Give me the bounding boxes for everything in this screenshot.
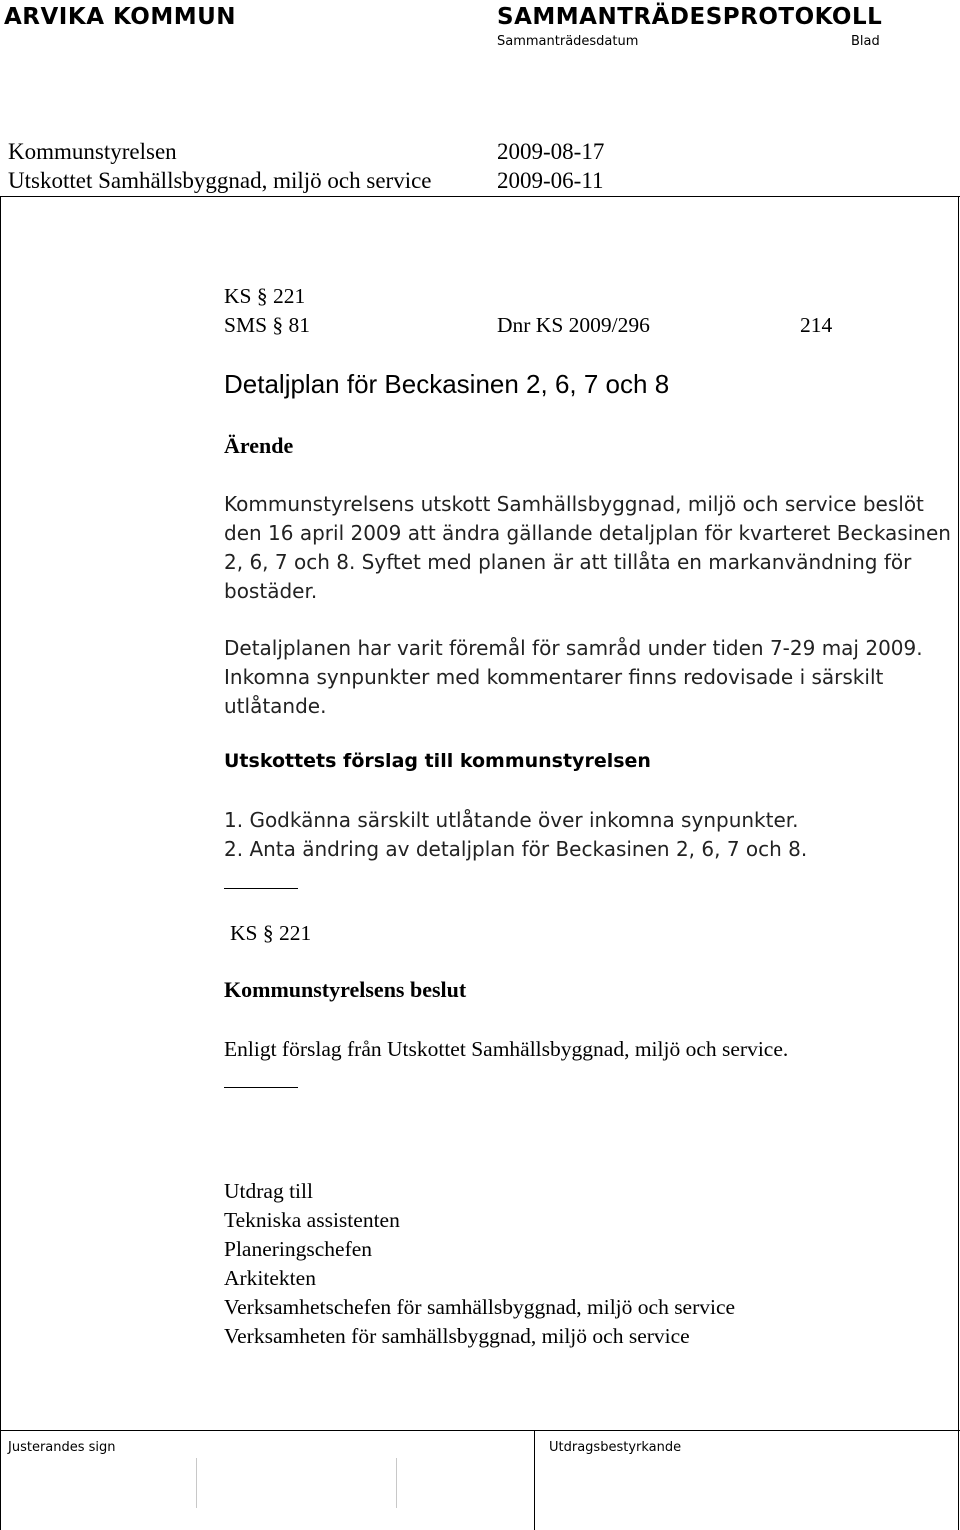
text-line: bostäder.	[224, 579, 318, 603]
text-line: Kommunstyrelsens utskott Samhällsbyggnad, miljö och service beslöt	[224, 492, 924, 516]
signer-label: Justerandes sign	[8, 1440, 116, 1455]
section-heading-decision: Kommunstyrelsens beslut	[224, 977, 467, 1002]
signature-box-divider	[396, 1458, 397, 1508]
proposal-list	[224, 806, 807, 864]
meeting-date-1: 2009-08-17	[497, 139, 605, 164]
consultation-text	[224, 634, 923, 721]
list-item: Tekniska assistenten	[224, 1208, 400, 1232]
list-item: Utdrag till	[224, 1179, 313, 1203]
certifier-label: Utdragsbestyrkande	[549, 1440, 682, 1455]
sms-paragraph-ref: SMS § 81	[224, 313, 311, 337]
list-item: Verksamheten för samhällsbyggnad, miljö och service	[224, 1324, 690, 1348]
page-number: 214	[800, 313, 833, 337]
case-number: Dnr KS 2009/296	[497, 313, 650, 337]
text-line: Inkomna synpunkter med kommentarer finns redovisade i särskilt	[224, 665, 884, 689]
list-item: 1. Godkänna särskilt utlåtande över inkomna synpunkter.	[224, 808, 799, 832]
decision-text: Enligt förslag från Utskottet Samhällsbyggnad, miljö och service.	[224, 1037, 789, 1061]
ks-paragraph-ref: KS § 221	[224, 284, 306, 308]
ks-paragraph-ref-2: KS § 221	[230, 921, 312, 945]
separator-line	[224, 1087, 298, 1088]
footer-divider	[0, 1430, 960, 1431]
arende-text	[224, 490, 951, 606]
separator-line	[224, 888, 298, 889]
section-heading-proposal: Utskottets förslag till kommunstyrelsen	[224, 750, 651, 772]
list-item: 2. Anta ändring av detaljplan för Beckasinen 2, 6, 7 och 8.	[224, 837, 808, 861]
frame-top-line	[0, 196, 960, 197]
footer-column-divider	[534, 1430, 535, 1530]
section-heading-arende: Ärende	[224, 433, 294, 458]
list-item: Verksamhetschefen för samhällsbyggnad, miljö och service	[224, 1295, 736, 1319]
meeting-date-label: Sammanträdesdatum	[497, 34, 639, 49]
text-line: den 16 april 2009 att ändra gällande detaljplan för kvarteret Beckasinen	[224, 521, 951, 545]
list-item: Planeringschefen	[224, 1237, 373, 1261]
meeting-body-2: Utskottet Samhällsbyggnad, miljö och service	[8, 168, 432, 193]
text-line: 2, 6, 7 och 8. Syftet med planen är att tillåta en markanvändning för	[224, 550, 912, 574]
text-line: utlåtande.	[224, 694, 327, 718]
frame-right-line	[958, 196, 959, 1530]
municipality-name: ARVIKA KOMMUN	[4, 4, 237, 30]
text-line: Detaljplanen har varit föremål för samråd under tiden 7-29 maj 2009.	[224, 636, 923, 660]
frame-left-line	[0, 196, 1, 1530]
meeting-body-1: Kommunstyrelsen	[8, 139, 177, 164]
page-title: Detaljplan för Beckasinen 2, 6, 7 och 8	[224, 369, 670, 399]
extract-recipients	[224, 1177, 735, 1351]
signature-box-divider	[196, 1458, 197, 1508]
list-item: Arkitekten	[224, 1266, 316, 1290]
meeting-date-2: 2009-06-11	[497, 168, 604, 193]
page-label: Blad	[851, 34, 880, 49]
document-type: SAMMANTRÄDESPROTOKOLL	[497, 4, 883, 30]
